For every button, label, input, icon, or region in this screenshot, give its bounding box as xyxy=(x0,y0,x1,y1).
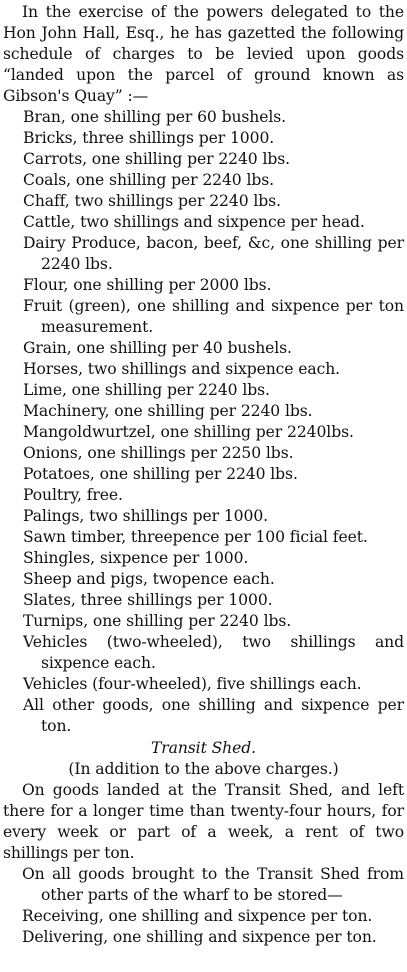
transit-sub-item: On all goods brought to the Transit Shed from other parts of the wharf to be stored— xyxy=(22,865,404,904)
charge-item: Coals, one shilling per 2240 lbs. xyxy=(23,171,275,189)
intro-paragraph: In the exercise of the powers delegated to the Hon John Hall, Esq., he has gazetted the following schedule of charges to be levied upon goods “landed upon the parcel of ground known as Gibson's Quay” :— xyxy=(3,3,404,105)
charge-item: Bricks, three shillings per 1000. xyxy=(23,129,275,147)
charge-item: All other goods, one shilling and sixpence per ton. xyxy=(23,696,404,735)
charge-item: Fruit (green), one shilling and sixpence per ton measurement. xyxy=(23,297,404,336)
charge-item: Sheep and pigs, twopence each. xyxy=(23,570,275,588)
charge-item: Carrots, one shilling per 2240 lbs. xyxy=(23,150,290,168)
charge-item: Lime, one shilling per 2240 lbs. xyxy=(23,381,270,399)
transit-sub-item: Delivering, one shilling and sixpence per ton. xyxy=(22,928,377,946)
charge-item: Machinery, one shilling per 2240 lbs. xyxy=(23,402,313,420)
charge-item: Mangoldwurtzel, one shilling per 2240lbs. xyxy=(23,423,354,441)
charge-item: Palings, two shillings per 1000. xyxy=(23,507,269,525)
charge-item: Turnips, one shilling per 2240 lbs. xyxy=(23,612,292,630)
charges-schedule xyxy=(3,107,404,737)
charge-item: Shingles, sixpence per 1000. xyxy=(23,549,249,567)
charge-item: Vehicles (four-wheeled), five shillings each. xyxy=(23,675,362,693)
charge-item: Bran, one shilling per 60 bushels. xyxy=(23,108,287,126)
charge-item: Vehicles (two-wheeled), two shillings and sixpence each. xyxy=(23,633,404,672)
transit-sub-item: Receiving, one shilling and sixpence per ton. xyxy=(22,907,373,925)
charge-item: Cattle, two shillings and sixpence per head. xyxy=(23,213,365,231)
charge-item: Flour, one shilling per 2000 lbs. xyxy=(23,276,272,294)
transit-shed-note: (In addition to the above charges.) xyxy=(68,760,339,778)
charge-item: Sawn timber, threepence per 100 ficial feet. xyxy=(23,528,368,546)
charge-item: Chaff, two shillings per 2240 lbs. xyxy=(23,192,281,210)
charge-item: Onions, one shillings per 2250 lbs. xyxy=(23,444,294,462)
charge-item: Horses, two shillings and sixpence each. xyxy=(23,360,341,378)
transit-shed-paragraph: On goods landed at the Transit Shed, and left there for a longer time than twenty-four hours, for every week or part of a week, a rent of two shillings per ton. xyxy=(3,781,404,862)
charge-item: Poultry, free. xyxy=(23,486,123,504)
charge-item: Potatoes, one shilling per 2240 lbs. xyxy=(23,465,298,483)
charge-item: Dairy Produce, bacon, beef, &c, one shilling per 2240 lbs. xyxy=(23,234,404,273)
charge-item: Slates, three shillings per 1000. xyxy=(23,591,273,609)
charge-item: Grain, one shilling per 40 bushels. xyxy=(23,339,292,357)
transit-shed-heading: Transit Shed. xyxy=(150,739,256,757)
